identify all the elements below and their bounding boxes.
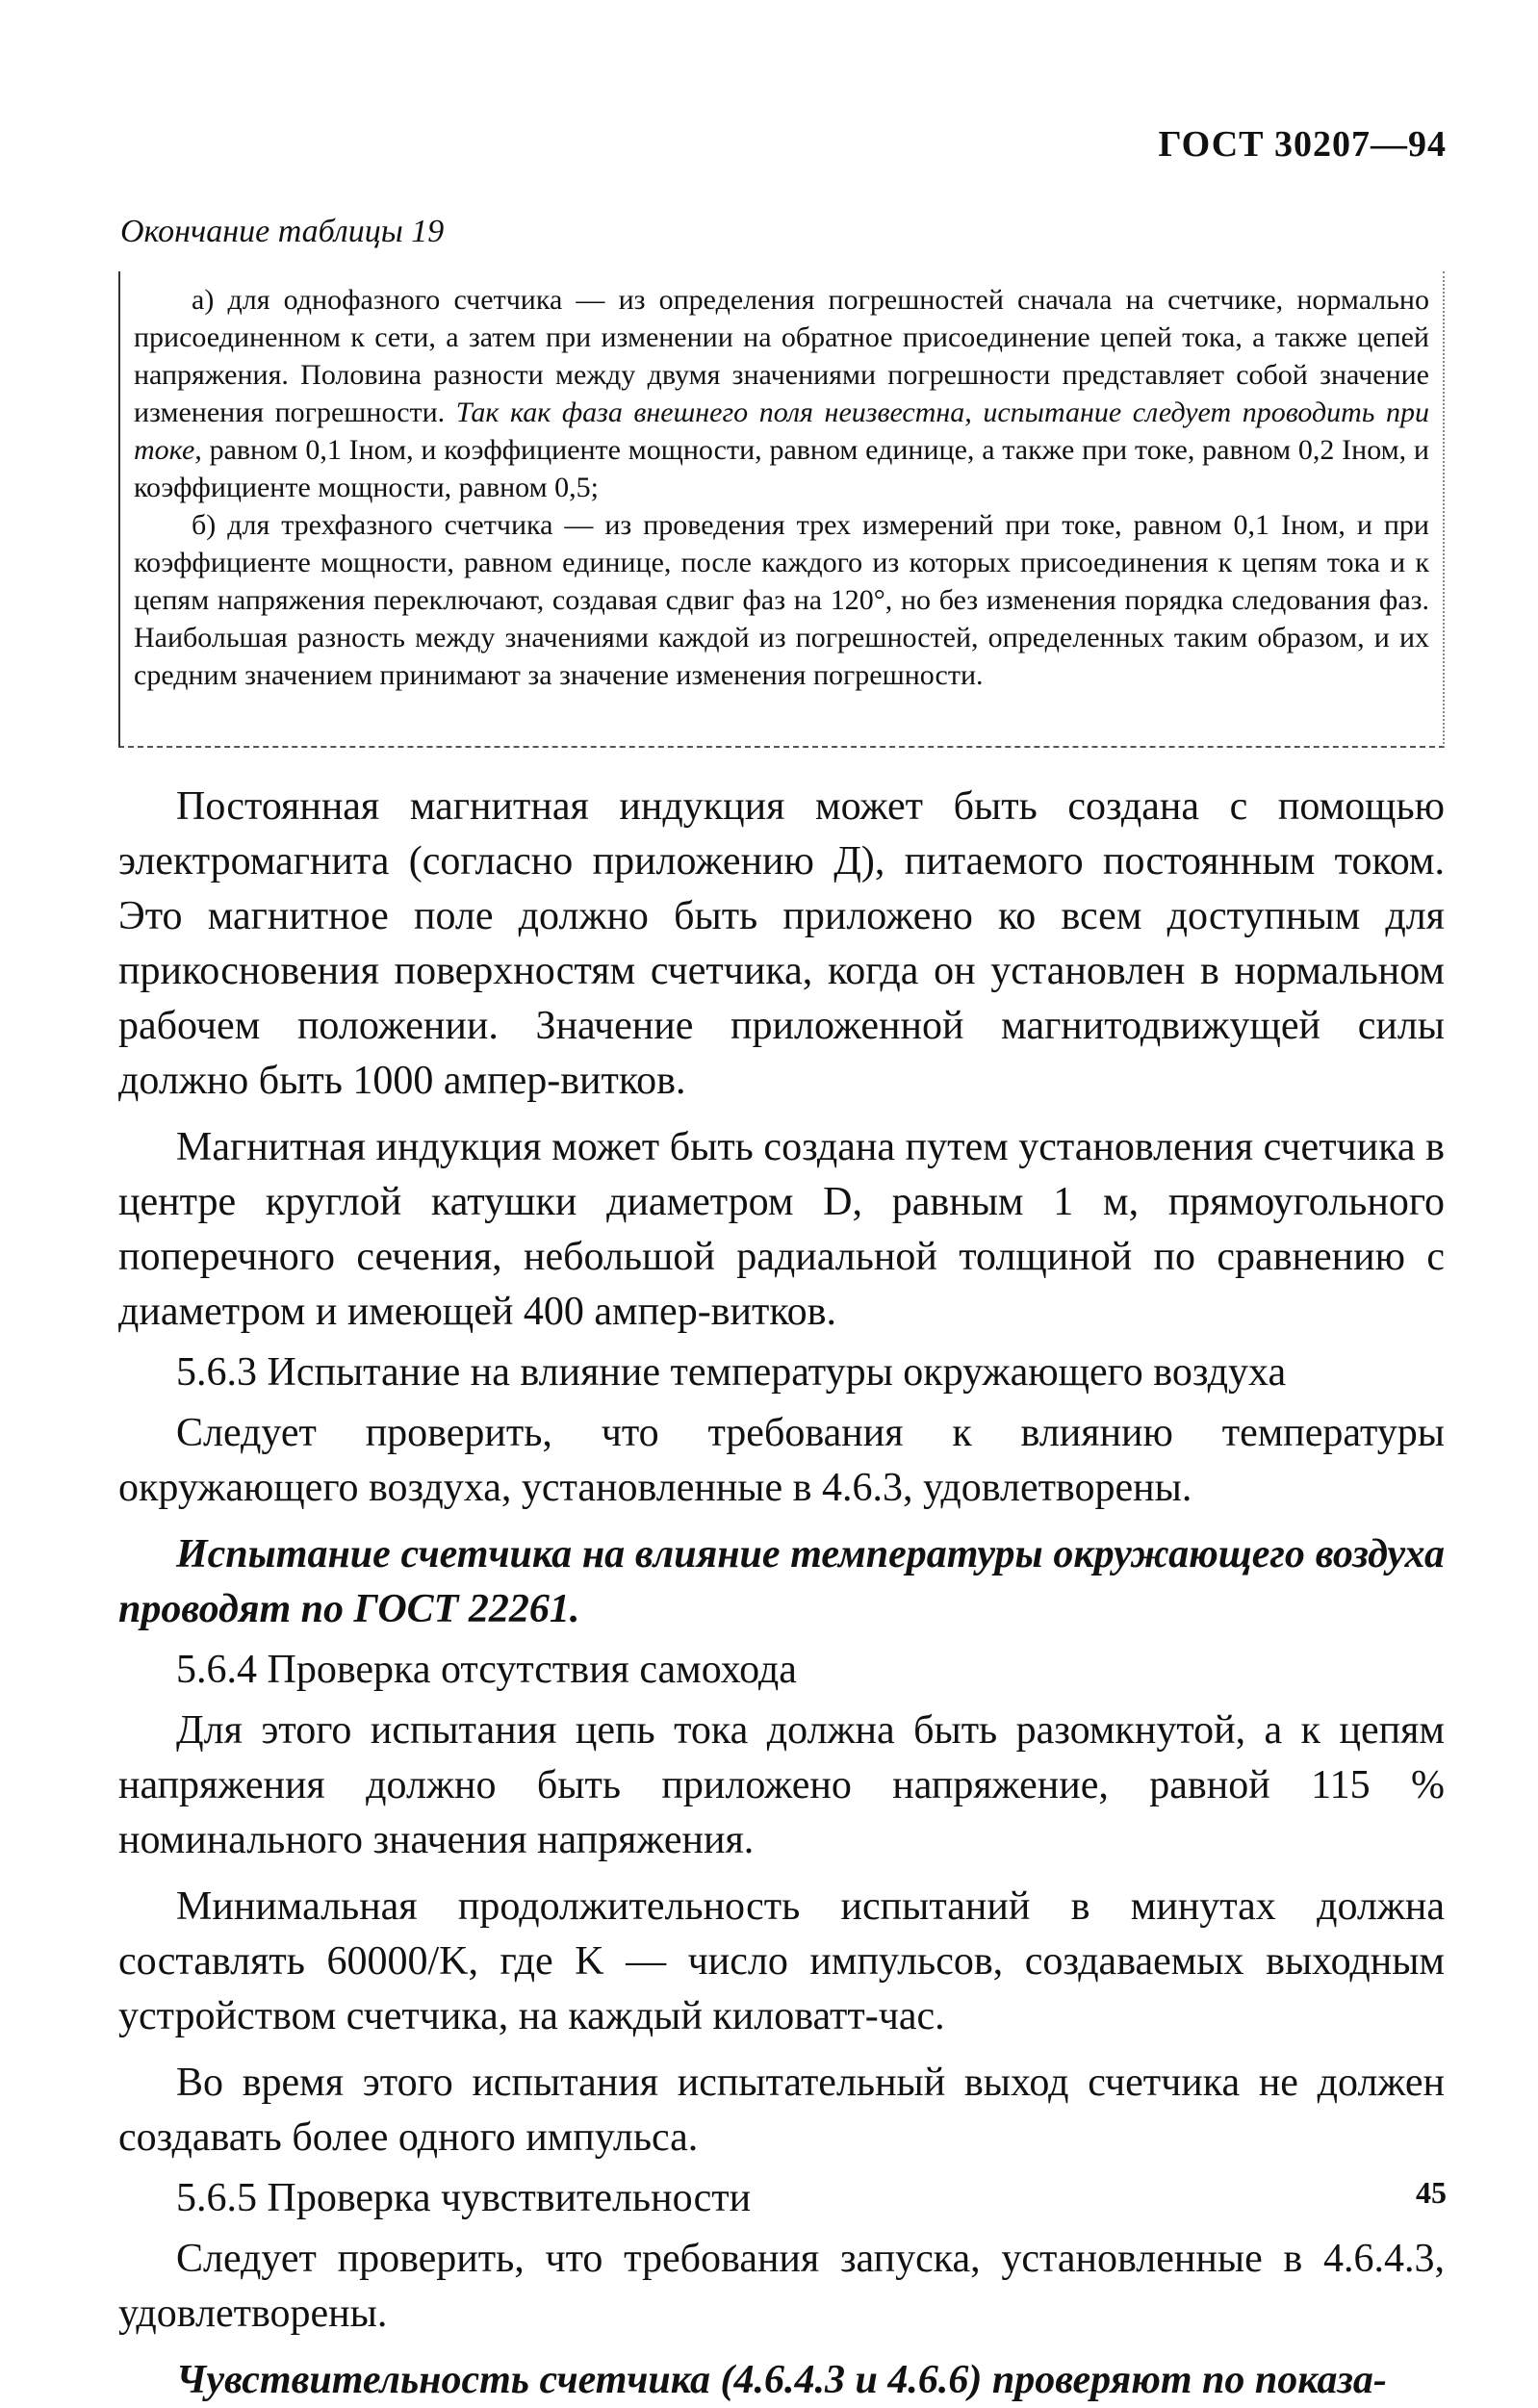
standard-number: ГОСТ 30207—94 (1158, 124, 1447, 165)
paragraph: Следует проверить, что требования к влиянию температуры окружающего воздуха, установленные в 4.6.3, удовлетворены. (118, 1411, 1445, 1510)
paragraph: Следует проверить, что требования запуска, установленные в 4.6.4.3, удовлетворены. (118, 2237, 1445, 2336)
paragraph-emphasis: Испытание счетчика на влияние температуры окружающего воздуха проводят по ГОСТ 22261. (118, 1532, 1445, 1631)
paragraph: Постоянная магнитная индукция может быть создана с помощью электромагнита (согласно приложению Д), питаемого постоянным током. Это магнитное поле должно быть приложено ко всем доступным для прикосновения поверхностям счетчика, когда он установлен в нормальном рабочем положении. Значение приложенной магнитодвижущей силы должно быть 1000 ампер-витков. (118, 784, 1445, 1103)
table-item-a (134, 281, 1429, 506)
section-heading: 5.6.4 Проверка отсутствия самохода (176, 1648, 797, 1692)
paragraph: Во время этого испытания испытательный выход счетчика не должен создавать более одного импульса. (118, 2061, 1445, 2160)
paragraph: Магнитная индукция может быть создана путем установления счетчика в центре круглой катушки диаметром D, равным 1 м, прямоугольного поперечного сечения, небольшой радиальной толщиной по сравнению с диаметром и имеющей 400 ампер-витков. (118, 1125, 1445, 1334)
page-number: 45 (1416, 2175, 1447, 2210)
table-caption: Окончание таблицы 19 (120, 214, 445, 249)
paragraph: Для этого испытания цепь тока должна быть разомкнутой, а к цепям напряжения должно быть приложено напряжение, равной 115 % номинального значения напряжения. (118, 1708, 1445, 1862)
section-heading: 5.6.3 Испытание на влияние температуры окружающего воздуха (176, 1350, 1287, 1395)
main-text (118, 780, 1445, 2408)
table-item-b: б) для трехфазного счетчика — из проведения трех измерений при токе, равном 0,1 Iном, и при коэффициенте мощности, равном единице, после каждого из которых присоединения к цепям тока и к цепям напряжения переключают, создавая сдвиг фаз на 120°, но без изменения порядка следования фаз. Наибольшая разность между значениями каждой из погрешностей, определенных таким образом, и их средним значением принимают за значение изменения погрешности. (134, 509, 1429, 691)
table-item-a-text: а) для однофазного счетчика — из определения погрешностей сначала на счетчике, нормально присоединенном к сети, а затем при изменении на обратное присоединение цепей тока, а также цепей напряжения. Половина разности между двумя значениями погрешности представляет собой значение изменения погрешности. (134, 284, 1429, 428)
table-continuation (118, 271, 1445, 748)
section-heading: 5.6.5 Проверка чувствительности (176, 2176, 752, 2220)
paragraph-emphasis: Чувствительность счетчика (4.6.4.3 и 4.6.6) проверяют по показа- (176, 2358, 1387, 2402)
table-item-a-italic: Так как фаза внешнего поля неизвестна, испытание следует проводить при токе, (134, 397, 1429, 466)
paragraph: Минимальная продолжительность испытаний в минутах должна составлять 60000/K, где K — число импульсов, создаваемых выходным устройством счетчика, на каждый киловатт-час. (118, 1884, 1445, 2038)
table-item-a-end: равном 0,1 Iном, и коэффициенте мощности, равном единице, а также при токе, равном 0,2 Iном, и коэффициенте мощности, равном 0,5; (134, 434, 1429, 503)
